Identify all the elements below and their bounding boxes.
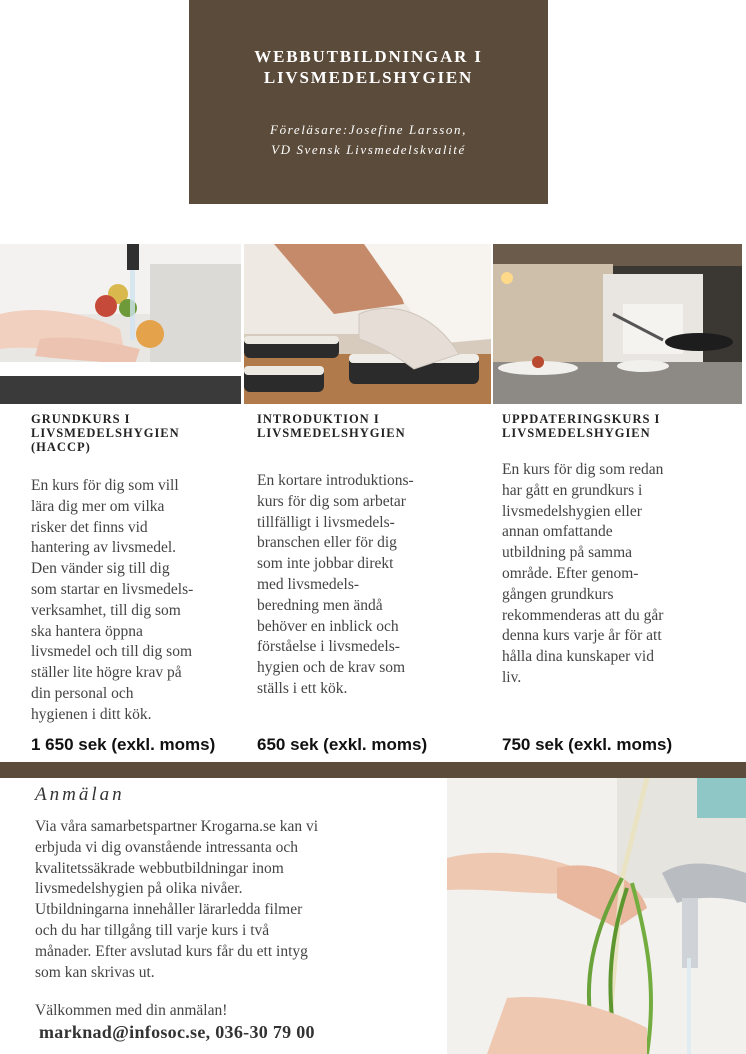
course-description: En kurs för dig som vill lära dig mer om vilka risker det finns vid hantering av livsmedel. Den vänder sig till dig som startar en livsmedels- verksamhet, till dig som ska hantera öppna livsmedel och till dig som ställer lite högre krav på din personal och hygienen i ditt kök. (31, 477, 194, 723)
course-title: UPPDATERINGSKURS I LIVSMEDELSHYGIEN (502, 412, 661, 440)
course-title: GRUNDKURS I LIVSMEDELSHYGIEN (HACCP) (31, 412, 180, 454)
course-update (502, 412, 722, 686)
contact-info[interactable]: marknad@infosoc.se, 036-30 79 00 (39, 1022, 315, 1042)
section-divider (0, 762, 746, 778)
vegetable-rinsing-photo (447, 778, 746, 1054)
course-description: En kortare introduktions- kurs för dig som arbetar tillfälligt i livsmedels- branschen eller för dig som inte jobbar direkt med livsmedels- beredning men ändå behöver en inblick och förståelse i livsmedels- hygien och de krav som ställs i ett kök. (257, 472, 414, 697)
hand-washing-photo (0, 244, 241, 404)
welcome-text: Välkommen med din anmälan! (35, 1002, 228, 1019)
sushi-rolling-photo (244, 244, 491, 404)
course-title: INTRODUKTION I LIVSMEDELSHYGIEN (257, 412, 406, 440)
course-price: 750 sek (exkl. moms) (502, 735, 673, 754)
chef-cooking-photo (493, 244, 742, 404)
course-description: En kurs för dig som redan har gått en grundkurs i livsmedelshygien eller annan omfattande utbildning på samma område. Efter genom- gången grundkurs rekommenderas att du går denna kurs varje år för att hålla dina kunskaper vid liv. (502, 461, 664, 686)
course-intro (257, 412, 467, 697)
header-banner (189, 0, 548, 204)
registration-title: Anmälan (35, 784, 125, 805)
course-price: 650 sek (exkl. moms) (257, 735, 428, 754)
course-price: 1 650 sek (exkl. moms) (31, 735, 216, 754)
page-title: WEBBUTBILDNINGAR I LIVSMEDELSHYGIEN (254, 47, 483, 87)
lecturer-info: Föreläsare:Josefine Larsson, VD Svensk Livsmedelskvalité (270, 122, 467, 157)
registration-text: Via våra samarbetspartner Krogarna.se kan vi erbjuda vi dig ovanstående intressanta och kvalitetssäkrade webbutbildningar inom livsmedelshygien på olika nivåer. Utbildningarna innehåller lärarledda filmer och du har tillgång till varje kurs i två månader. Efter avslutad kurs får du ett intyg som kan skrivas ut. (35, 818, 319, 981)
course-basic (31, 412, 241, 723)
